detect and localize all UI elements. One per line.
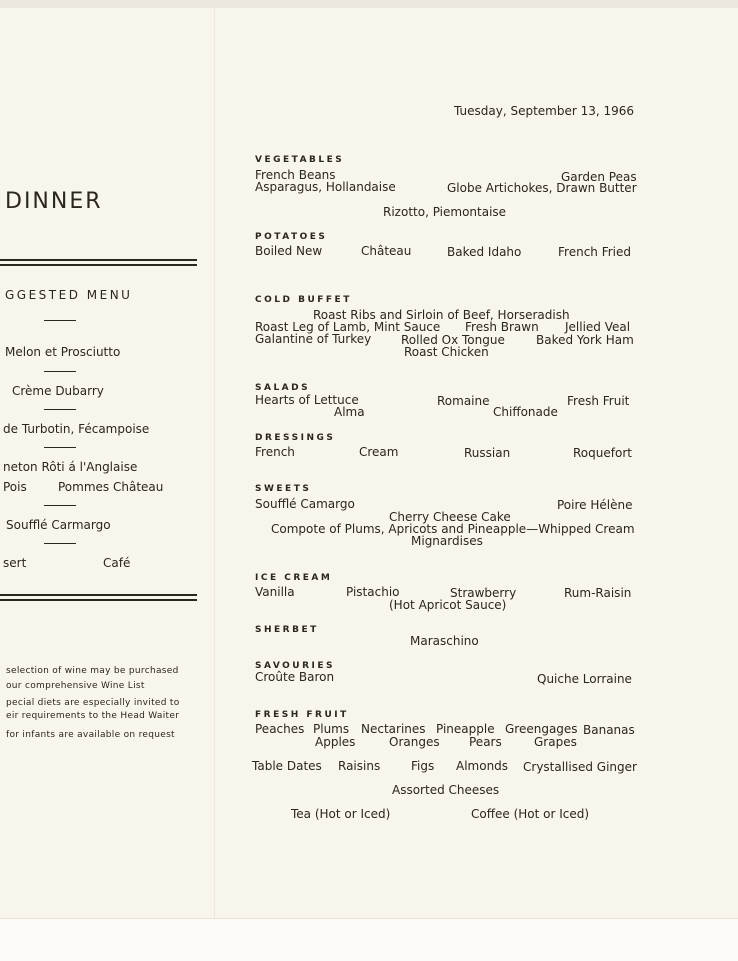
section-heading-sweets: SWEETS bbox=[255, 484, 312, 494]
menu-item: Almonds bbox=[456, 759, 509, 773]
page-fold bbox=[214, 8, 215, 918]
menu-item: Fresh Brawn bbox=[465, 320, 539, 334]
course-divider bbox=[44, 505, 76, 506]
course-3: de Turbotin, Fécampoise bbox=[3, 422, 150, 436]
menu-item: Cream bbox=[359, 445, 399, 459]
menu-item: Table Dates bbox=[252, 759, 322, 773]
wine-note-1: selection of wine may be purchased bbox=[6, 666, 179, 676]
menu-item: Figs bbox=[411, 759, 435, 773]
menu-item: Globe Artichokes, Drawn Butter bbox=[447, 181, 637, 195]
course-7b: Café bbox=[103, 556, 131, 570]
diet-note-1: pecial diets are especially invited to bbox=[6, 698, 180, 708]
dinner-title: DINNER bbox=[5, 189, 103, 214]
menu-item: Jellied Veal bbox=[565, 320, 631, 334]
menu-item: French Fried bbox=[558, 245, 632, 259]
menu-item: Apples bbox=[315, 735, 356, 749]
menu-item: Bananas bbox=[583, 723, 635, 737]
menu-item: Strawberry bbox=[450, 586, 517, 600]
menu-item: Roquefort bbox=[573, 446, 632, 460]
menu-item: Plums bbox=[313, 722, 350, 736]
course-5b: Pommes Château bbox=[58, 480, 164, 494]
menu-item: Alma bbox=[334, 405, 365, 419]
wine-note-2: our comprehensive Wine List bbox=[6, 681, 145, 691]
section-heading-fresh-fruit: FRESH FRUIT bbox=[255, 710, 349, 720]
menu-item: Mignardises bbox=[411, 534, 483, 548]
menu-item: Peaches bbox=[255, 722, 305, 736]
menu-item: Maraschino bbox=[410, 634, 479, 648]
menu-item: Galantine of Turkey bbox=[255, 332, 372, 346]
menu-item: Croûte Baron bbox=[255, 670, 335, 684]
menu-item: Assorted Cheeses bbox=[392, 783, 500, 797]
course-4: neton Rôti á l'Anglaise bbox=[3, 460, 138, 474]
menu-item: Fresh Fruit bbox=[567, 394, 630, 408]
menu-item: Baked York Ham bbox=[536, 333, 634, 347]
menu-date: Tuesday, September 13, 1966 bbox=[454, 104, 635, 118]
section-heading-vegetables: VEGETABLES bbox=[255, 155, 345, 165]
menu-item: Rizotto, Piemontaise bbox=[383, 205, 507, 219]
menu-item: Baked Idaho bbox=[447, 245, 522, 259]
menu-item: Greengages bbox=[505, 722, 578, 736]
section-heading-dressings: DRESSINGS bbox=[255, 433, 336, 443]
rule-upper-1 bbox=[0, 259, 197, 261]
menu-item: Raisins bbox=[338, 759, 381, 773]
course-5a: Pois bbox=[3, 480, 27, 494]
course-6: Soufflé Carmargo bbox=[6, 518, 111, 532]
suggested-menu-heading: GGESTED MENU bbox=[5, 288, 133, 302]
menu-item: Boiled New bbox=[255, 244, 323, 258]
menu-item: Pineapple bbox=[436, 722, 495, 736]
menu-item: Crystallised Ginger bbox=[523, 760, 637, 774]
paper-top-edge bbox=[0, 0, 738, 8]
infant-note: for infants are available on request bbox=[6, 730, 175, 740]
menu-item: Garden Peas bbox=[561, 170, 637, 184]
menu-item: Hearts of Lettuce bbox=[255, 393, 359, 407]
menu-item: Pistachio bbox=[346, 585, 400, 599]
section-heading-sherbet: SHERBET bbox=[255, 625, 319, 635]
menu-item: Poire Hélène bbox=[557, 498, 633, 512]
menu-item: Nectarines bbox=[361, 722, 426, 736]
course-divider bbox=[44, 371, 76, 372]
menu-item: Asparagus, Hollandaise bbox=[255, 180, 396, 194]
menu-item: Rum-Raisin bbox=[564, 586, 632, 600]
rule-upper-2 bbox=[0, 264, 197, 266]
section-heading-potatoes: POTATOES bbox=[255, 232, 328, 242]
section-heading-ice-cream: ICE CREAM bbox=[255, 573, 333, 583]
menu-item: Roast Ribs and Sirloin of Beef, Horseradish bbox=[313, 308, 570, 322]
section-heading-savouries: SAVOURIES bbox=[255, 661, 336, 671]
menu-item: Roast Chicken bbox=[404, 345, 489, 359]
menu-item: Soufflé Camargo bbox=[255, 497, 355, 511]
menu-item: Quiche Lorraine bbox=[537, 672, 632, 686]
menu-item: French bbox=[255, 445, 295, 459]
menu-item: Roast Leg of Lamb, Mint Sauce bbox=[255, 320, 441, 334]
course-divider bbox=[44, 543, 76, 544]
menu-item: Romaine bbox=[437, 394, 490, 408]
menu-item: French Beans bbox=[255, 168, 336, 182]
menu-item: Château bbox=[361, 244, 412, 258]
menu-item: (Hot Apricot Sauce) bbox=[389, 598, 507, 612]
menu-item: Rolled Ox Tongue bbox=[401, 333, 505, 347]
menu-item: Compote of Plums, Apricots and Pineapple—Whipped Cream bbox=[271, 522, 635, 536]
diet-note-2: eir requirements to the Head Waiter bbox=[6, 711, 180, 721]
course-divider bbox=[44, 320, 76, 321]
course-7a: sert bbox=[3, 556, 27, 570]
menu-item: Pears bbox=[469, 735, 502, 749]
menu-item: Chiffonade bbox=[493, 405, 558, 419]
menu-item: Oranges bbox=[389, 735, 440, 749]
menu-item: Cherry Cheese Cake bbox=[389, 510, 511, 524]
rule-lower-1 bbox=[0, 594, 197, 596]
course-divider bbox=[44, 409, 76, 410]
menu-item: Grapes bbox=[534, 735, 577, 749]
section-heading-cold-buffet: COLD BUFFET bbox=[255, 295, 352, 305]
menu-item-coffee: Coffee (Hot or Iced) bbox=[471, 807, 590, 821]
section-heading-salads: SALADS bbox=[255, 383, 311, 393]
course-divider bbox=[44, 447, 76, 448]
course-1: Melon et Prosciutto bbox=[5, 345, 121, 359]
rule-lower-2 bbox=[0, 599, 197, 601]
menu-item: Vanilla bbox=[255, 585, 295, 599]
paper-bottom-edge bbox=[0, 918, 738, 961]
menu-item-tea: Tea (Hot or Iced) bbox=[291, 807, 391, 821]
course-2: Crème Dubarry bbox=[12, 384, 104, 398]
menu-item: Russian bbox=[464, 446, 511, 460]
